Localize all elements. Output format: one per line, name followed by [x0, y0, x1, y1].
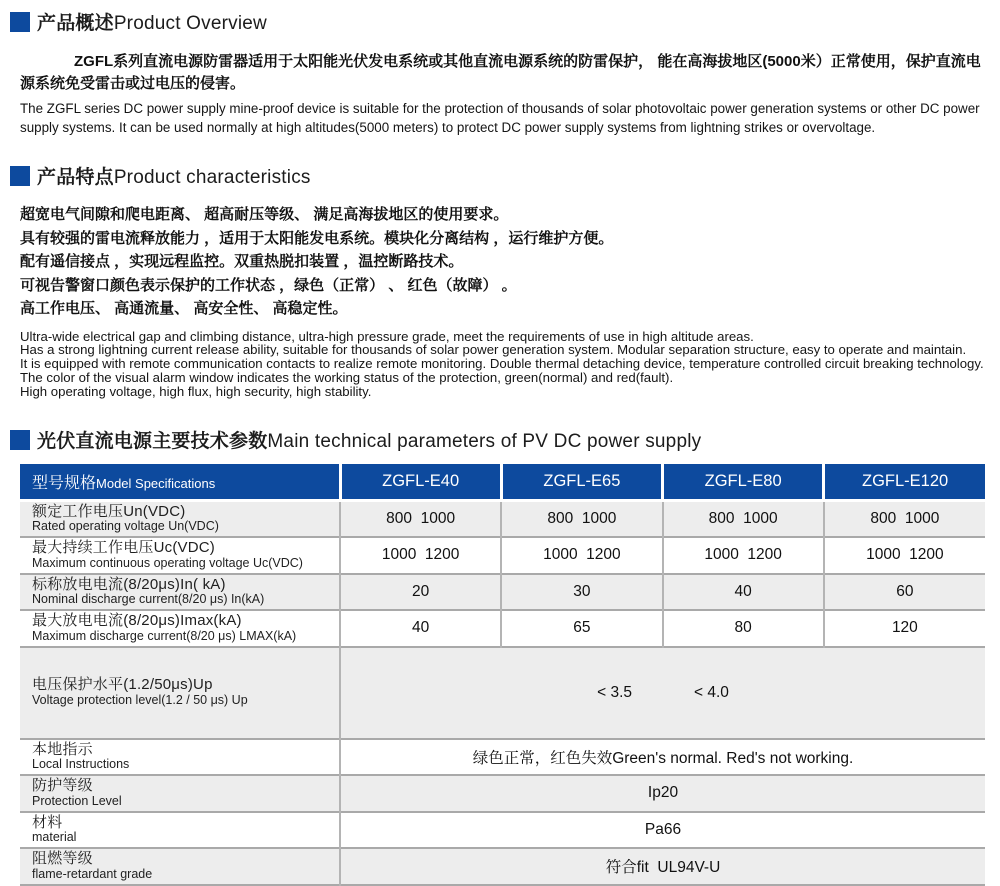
characteristics-list-en	[20, 330, 990, 400]
row-label-en: Maximum continuous operating voltage Uc(VDC)	[32, 555, 303, 570]
row-label-cn: 电压保护水平(1.2/50μs)Up	[32, 676, 213, 694]
row-label-en: flame-retardant grade	[32, 866, 153, 881]
characteristics-list-cn	[20, 203, 982, 321]
row-label-cn: 防护等级	[32, 777, 93, 795]
row-value: 800 1000	[501, 500, 662, 537]
section-characteristics-title-cn: 产品特点	[37, 167, 114, 188]
row-value: 40	[663, 574, 824, 611]
overview-paragraph-cn: ZGFL系列直流电源防雷器适用于太阳能光伏发电系统或其他直流电源系统的防雷保护， 能在高海拔地区(5000米）正常使用，保护直流电源系统免受雷击或过电压的侵害。	[20, 53, 981, 92]
row-value: 1000 1200	[340, 537, 501, 574]
spec-row-max-discharge-current	[20, 610, 985, 647]
spec-row-material	[20, 812, 985, 849]
section-parameters-title-cn: 光伏直流电源主要技术参数	[37, 431, 268, 453]
header-model-zgfl-e40: ZGFL-E40	[340, 464, 501, 500]
header-model-zgfl-e120: ZGFL-E120	[824, 464, 985, 500]
section-parameters-title	[37, 426, 701, 453]
row-label-cn: 最大放电电流(8/20μs)Imax(kA)	[32, 612, 242, 630]
spec-table-header-row	[20, 464, 985, 500]
row-value: < 4.0	[694, 683, 729, 701]
row-label	[20, 647, 340, 739]
section-bullet-icon	[10, 430, 30, 450]
header-model-zgfl-e80: ZGFL-E80	[663, 464, 824, 500]
row-label	[20, 775, 340, 812]
spec-row-flame-retardant-grade	[20, 848, 985, 885]
characteristic-line-cn: 超宽电气间隙和爬电距离、 超高耐压等级、 满足高海拔地区的使用要求。	[20, 206, 509, 223]
characteristic-line-cn: 可视告警窗口颜色表示保护的工作状态 ，绿色（正常） 、 红色（故障） 。	[20, 276, 517, 294]
row-span-value: Ip20	[340, 775, 985, 812]
spec-row-protection-level	[20, 775, 985, 812]
row-value: < 3.5	[597, 683, 632, 701]
spec-table	[20, 464, 985, 886]
characteristic-line-cn: 高工作电压、 高通流量、 高安全性、 高稳定性。	[20, 300, 348, 317]
row-value: 1000 1200	[501, 537, 662, 574]
row-label-en: Nominal discharge current(8/20 μs) In(kA)	[32, 592, 265, 607]
row-value: 80	[663, 610, 824, 647]
row-value: 1000 1200	[663, 537, 824, 574]
section-characteristics-title-en: Product characteristics	[113, 167, 311, 188]
row-value: 40	[340, 610, 501, 647]
header-model-specifications	[20, 464, 340, 500]
row-value: 60	[824, 574, 985, 611]
row-label-cn: 最大持续工作电压Uc(VDC)	[32, 539, 215, 557]
characteristic-line-en: High operating voltage, high flux, high security, high stability.	[20, 384, 372, 400]
row-value: 1000 1200	[824, 537, 985, 574]
row-label-en: Rated operating voltage Un(VDC)	[32, 519, 219, 534]
row-span-value	[340, 647, 985, 739]
row-label	[20, 574, 340, 611]
section-bullet-icon	[10, 12, 30, 32]
row-label-cn: 标称放电电流(8/20μs)In( kA)	[32, 575, 226, 593]
characteristic-line-cn: 配有遥信接点 ，实现远程监控。双重热脱扣装置 ，温控断路技术。	[20, 253, 464, 270]
spec-row-rated-voltage	[20, 500, 985, 537]
row-span-value: 绿色正常，红色失效Green's normal. Red's not working.	[340, 739, 985, 776]
characteristic-line-en: Has a strong lightning current release ability, suitable for thousands of solar power generation system. Modular separation structure, easy to operate and maintain.	[20, 342, 967, 358]
row-span-value: 符合fit UL94V-U	[340, 848, 985, 885]
row-value: 800 1000	[663, 500, 824, 537]
row-value: 65	[501, 610, 662, 647]
row-value: 120	[824, 610, 985, 647]
row-label	[20, 500, 340, 537]
section-bullet-icon	[10, 166, 30, 186]
row-label-en: Voltage protection level(1.2 / 50 μs) Up	[32, 692, 248, 707]
section-parameters-heading	[0, 426, 1000, 453]
section-characteristics-title	[37, 162, 311, 189]
header-spec-cn: 型号规格	[32, 474, 97, 492]
section-parameters-title-en: Main technical parameters of PV DC power supply	[267, 431, 702, 453]
section-overview-title	[37, 8, 267, 35]
row-label	[20, 610, 340, 647]
overview-paragraph-en: The ZGFL series DC power supply mine-proof device is suitable for the protection of thousands of solar photovoltaic power generation systems or other DC power supply systems. It can be used normally at high altitudes(5000 meters) to protect DC power supply systems from lightning strikes or overvoltage.	[20, 101, 980, 135]
characteristic-line-en: It is equipped with remote communication contacts to realize remote monitoring. Double thermal detaching device, temperature controlled circuit breaking technology.	[20, 356, 984, 372]
spec-row-nominal-discharge-current	[20, 574, 985, 611]
row-label-en: material	[32, 830, 77, 845]
row-label-cn: 阻燃等级	[32, 850, 93, 868]
row-label-en: Maximum discharge current(8/20 μs) LMAX(kA)	[32, 628, 297, 643]
row-label-cn: 材料	[32, 813, 63, 831]
characteristic-line-en: Ultra-wide electrical gap and climbing distance, ultra-high pressure grade, meet the requirements of use in high altitude areas.	[20, 328, 754, 344]
section-overview-heading	[0, 8, 1000, 35]
row-label	[20, 848, 340, 885]
row-value: 800 1000	[824, 500, 985, 537]
row-label-cn: 本地指示	[32, 740, 93, 758]
spec-row-voltage-protection-level	[20, 647, 985, 739]
row-span-value: Pa66	[340, 812, 985, 849]
row-value: 800 1000	[340, 500, 501, 537]
row-label-en: Protection Level	[32, 793, 122, 808]
characteristic-line-en: The color of the visual alarm window indicates the working status of the protection, green(normal) and red(fault).	[20, 370, 674, 386]
header-spec-en: Model Specifications	[96, 475, 216, 491]
row-value: 20	[340, 574, 501, 611]
spec-row-max-continuous-voltage	[20, 537, 985, 574]
row-label	[20, 739, 340, 776]
characteristic-line-cn: 具有较强的雷电流释放能力 ，适用于太阳能发电系统。模块化分离结构 ，运行维护方便。	[20, 229, 614, 247]
spec-row-local-instructions	[20, 739, 985, 776]
row-label-en: Local Instructions	[32, 757, 130, 772]
section-overview-title-en: Product Overview	[113, 13, 267, 34]
row-label	[20, 812, 340, 849]
section-overview-title-cn: 产品概述	[37, 13, 114, 34]
row-label-cn: 额定工作电压Un(VDC)	[32, 502, 186, 520]
header-model-zgfl-e65: ZGFL-E65	[501, 464, 662, 500]
row-value: 30	[501, 574, 662, 611]
section-characteristics-heading	[0, 162, 1000, 189]
row-label	[20, 537, 340, 574]
